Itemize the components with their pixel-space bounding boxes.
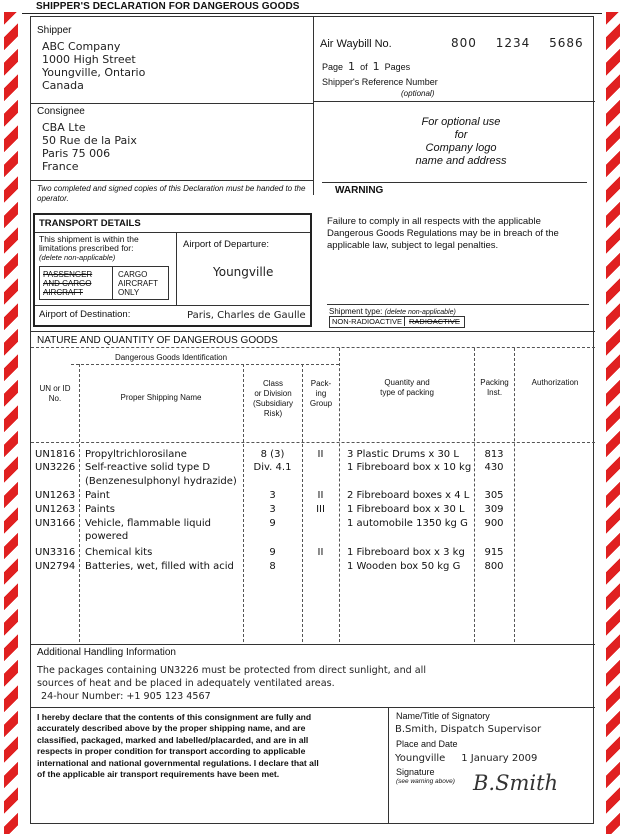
shipper-line: Canada <box>42 79 84 92</box>
dg-cell-un: UN2794 <box>35 561 76 572</box>
departure-label: Airport of Departure: <box>183 239 270 250</box>
radioactive-option[interactable]: RADIOACTIVE <box>404 317 464 326</box>
shipper-line: ABC Company <box>42 40 121 53</box>
dg-identification-header: Dangerous Goods Identification <box>114 353 228 362</box>
divider <box>31 347 595 348</box>
dg-row[interactable] <box>31 449 595 461</box>
dg-cell-un: UN1263 <box>35 490 76 501</box>
dg-row[interactable] <box>31 561 595 573</box>
dg-cell-pg: II <box>317 490 324 501</box>
dg-cell-cls: 9 <box>269 518 276 529</box>
dg-cell-pi: 430 <box>484 462 504 473</box>
divider <box>31 644 595 645</box>
right-hazard-border <box>606 12 620 834</box>
dg-row[interactable] <box>31 476 595 488</box>
dg-cell-un: UN1263 <box>35 504 76 515</box>
divider <box>112 267 113 299</box>
dg-cell-name: Paints <box>85 504 115 515</box>
divider <box>31 442 595 443</box>
warning-label: WARNING <box>335 185 384 196</box>
divider <box>31 331 595 332</box>
packing-inst-header: Packing Inst. <box>480 378 509 397</box>
consignee-line: Paris 75 006 <box>42 147 111 160</box>
shipper-line: Youngville, Ontario <box>42 66 146 79</box>
transport-label: TRANSPORT DETAILS <box>39 218 141 229</box>
dg-cell-name: (Benzenesulphonyl hydrazide) <box>85 476 237 487</box>
dg-cell-name: Self-reactive solid type D <box>85 462 211 473</box>
dg-cell-cls: 8 (3) <box>260 449 285 460</box>
shipment-type-label: Shipment type: (delete non-applicable) <box>329 307 456 316</box>
dg-cell-cls: 3 <box>269 490 276 501</box>
divider <box>31 180 313 181</box>
divider <box>327 304 589 305</box>
dg-row[interactable] <box>31 518 595 530</box>
dg-cell-cls: 9 <box>269 547 276 558</box>
dg-cell-pi: 813 <box>484 449 504 460</box>
aircraft-options <box>39 266 169 300</box>
declaration-form <box>30 16 594 824</box>
warning-text: Failure to comply in all respects with the applicable Dangerous Goods Regulations may be in breach of the applicable law, subject to legal penalties. <box>327 216 559 251</box>
dg-cell-pi: 915 <box>484 547 504 558</box>
dg-row[interactable] <box>31 547 595 559</box>
dg-row[interactable] <box>31 490 595 502</box>
dg-row[interactable] <box>31 504 595 516</box>
company-logo-area: For optional use for Company logo name and address <box>415 116 507 167</box>
dg-cell-cls: 8 <box>269 561 276 572</box>
departure-value[interactable]: Youngville <box>213 265 274 279</box>
dg-cell-un: UN3166 <box>35 518 76 529</box>
divider <box>35 305 310 306</box>
dg-cell-qty: 2 Fibreboard boxes x 4 L <box>347 490 470 501</box>
dg-cell-qty: 1 automobile 1350 kg G <box>347 518 468 529</box>
dg-cell-name: Batteries, wet, filled with acid <box>85 561 234 572</box>
column-divider <box>79 364 80 642</box>
shipper-ref-label: Shipper's Reference Number <box>322 77 438 87</box>
divider <box>35 232 310 233</box>
shipper-ref-optional: (optional) <box>401 89 435 98</box>
cargo-aircraft-only-option[interactable]: CARGO AIRCRAFT ONLY <box>118 270 158 297</box>
dg-cell-qty: 3 Plastic Drums x 30 L <box>347 449 459 460</box>
title-rule <box>22 13 602 14</box>
dg-cell-un: UN3316 <box>35 547 76 558</box>
transport-details-box <box>33 213 312 327</box>
quantity-header: Quantity and type of packing <box>380 378 434 397</box>
packing-group-header: Pack- ing Group <box>309 379 333 408</box>
dg-cell-name: Propyltrichlorosilane <box>85 449 187 460</box>
waybill-label: Air Waybill No. <box>320 38 392 50</box>
signature-label: Signature <box>396 767 435 777</box>
destination-label: Airport of Destination: <box>39 309 131 320</box>
divider <box>313 101 595 102</box>
consignee-line: France <box>42 160 79 173</box>
limitations-text: This shipment is within the limitations prescribed for: (delete non-applicable) <box>39 234 139 262</box>
nature-label: NATURE AND QUANTITY OF DANGEROUS GOODS <box>37 335 278 346</box>
consignee-line: 50 Rue de la Paix <box>42 134 137 147</box>
handling-text[interactable]: The packages containing UN3226 must be protected from direct sunlight, and all sources of heat and be placed in adequately ventilated areas. 24-hour Number: +1 905 123 4567 <box>37 665 426 702</box>
handling-label: Additional Handling Information <box>37 647 176 658</box>
consignee-label: Consignee <box>37 106 85 117</box>
copies-note: Two completed and signed copies of this Declaration must be handed to the operator. <box>37 184 306 203</box>
shipper-address[interactable] <box>42 40 145 92</box>
destination-value[interactable]: Paris, Charles de Gaulle <box>187 310 306 321</box>
un-header: UN or ID No. <box>39 384 71 403</box>
divider <box>313 17 314 195</box>
document-title: SHIPPER'S DECLARATION FOR DANGEROUS GOODS <box>36 1 300 12</box>
dg-cell-pg: III <box>316 504 325 515</box>
passenger-cargo-aircraft-option[interactable]: PASSENGER AND CARGO AIRCRAFT <box>43 270 93 297</box>
dg-cell-qty: 1 Fibreboard box x 30 L <box>347 504 465 515</box>
non-radioactive-option[interactable]: NON-RADIOACTIVE <box>332 317 403 326</box>
dg-cell-pi: 305 <box>484 490 504 501</box>
dg-cell-qty: 1 Wooden box 50 kg G <box>347 561 461 572</box>
divider <box>322 182 587 183</box>
signatory-name-label: Name/Title of Signatory <box>396 711 490 721</box>
psn-header: Proper Shipping Name <box>120 393 202 402</box>
signatory-name[interactable]: B.Smith, Dispatch Supervisor <box>395 724 542 735</box>
divider <box>388 707 389 823</box>
dg-cell-pg: II <box>317 547 324 558</box>
dg-cell-pi: 800 <box>484 561 504 572</box>
signature[interactable]: B.Smith <box>473 771 559 795</box>
divider <box>31 103 313 104</box>
declaration-text: I hereby declare that the contents of this consignment are fully and accurately described above by the proper shipping name, and are classified, packaged, marked and labelled/placarded, and are in all respects in proper condition for transport according to applicable international and national governmental regulations. I declare that all of the applicable air transport requirements have been met. <box>37 712 319 780</box>
dg-cell-pi: 309 <box>484 504 504 515</box>
class-header: Class or Division (Subsidiary Risk) <box>252 379 293 418</box>
dg-cell-cls: 3 <box>269 504 276 515</box>
left-hazard-border <box>4 12 18 834</box>
consignee-line: CBA Lte <box>42 121 86 134</box>
authorization-header: Authorization <box>531 378 579 387</box>
dg-cell-name: Paint <box>85 490 110 501</box>
dg-cell-un: UN1816 <box>35 449 76 460</box>
dg-row[interactable] <box>31 531 595 543</box>
dg-cell-cls: Div. 4.1 <box>253 462 292 473</box>
divider <box>71 364 339 365</box>
dg-cell-qty: 1 Fibreboard box x 10 kg <box>347 462 472 473</box>
dg-cell-name: Vehicle, flammable liquid <box>85 518 211 529</box>
place-date[interactable]: Youngville 1 January 2009 <box>395 753 538 764</box>
place-date-label: Place and Date <box>396 739 458 749</box>
dg-cell-name: Chemical kits <box>85 547 153 558</box>
dg-cell-pi: 900 <box>484 518 504 529</box>
dg-cell-un: UN3226 <box>35 462 76 473</box>
divider <box>176 232 177 305</box>
page-count: Page 1 of 1 Pages <box>322 60 411 73</box>
dg-cell-name: powered <box>85 531 129 542</box>
shipment-type-options <box>329 316 465 328</box>
dg-cell-pg: II <box>317 449 324 460</box>
shipper-line: 1000 High Street <box>42 53 136 66</box>
divider <box>31 707 595 708</box>
waybill-number[interactable]: 800 1234 5686 <box>451 36 584 50</box>
shipper-label: Shipper <box>37 25 72 36</box>
consignee-address[interactable] <box>42 121 137 173</box>
signature-note: (see warning above) <box>396 778 455 785</box>
dg-row[interactable] <box>31 462 595 474</box>
dg-cell-qty: 1 Fibreboard box x 3 kg <box>347 547 465 558</box>
